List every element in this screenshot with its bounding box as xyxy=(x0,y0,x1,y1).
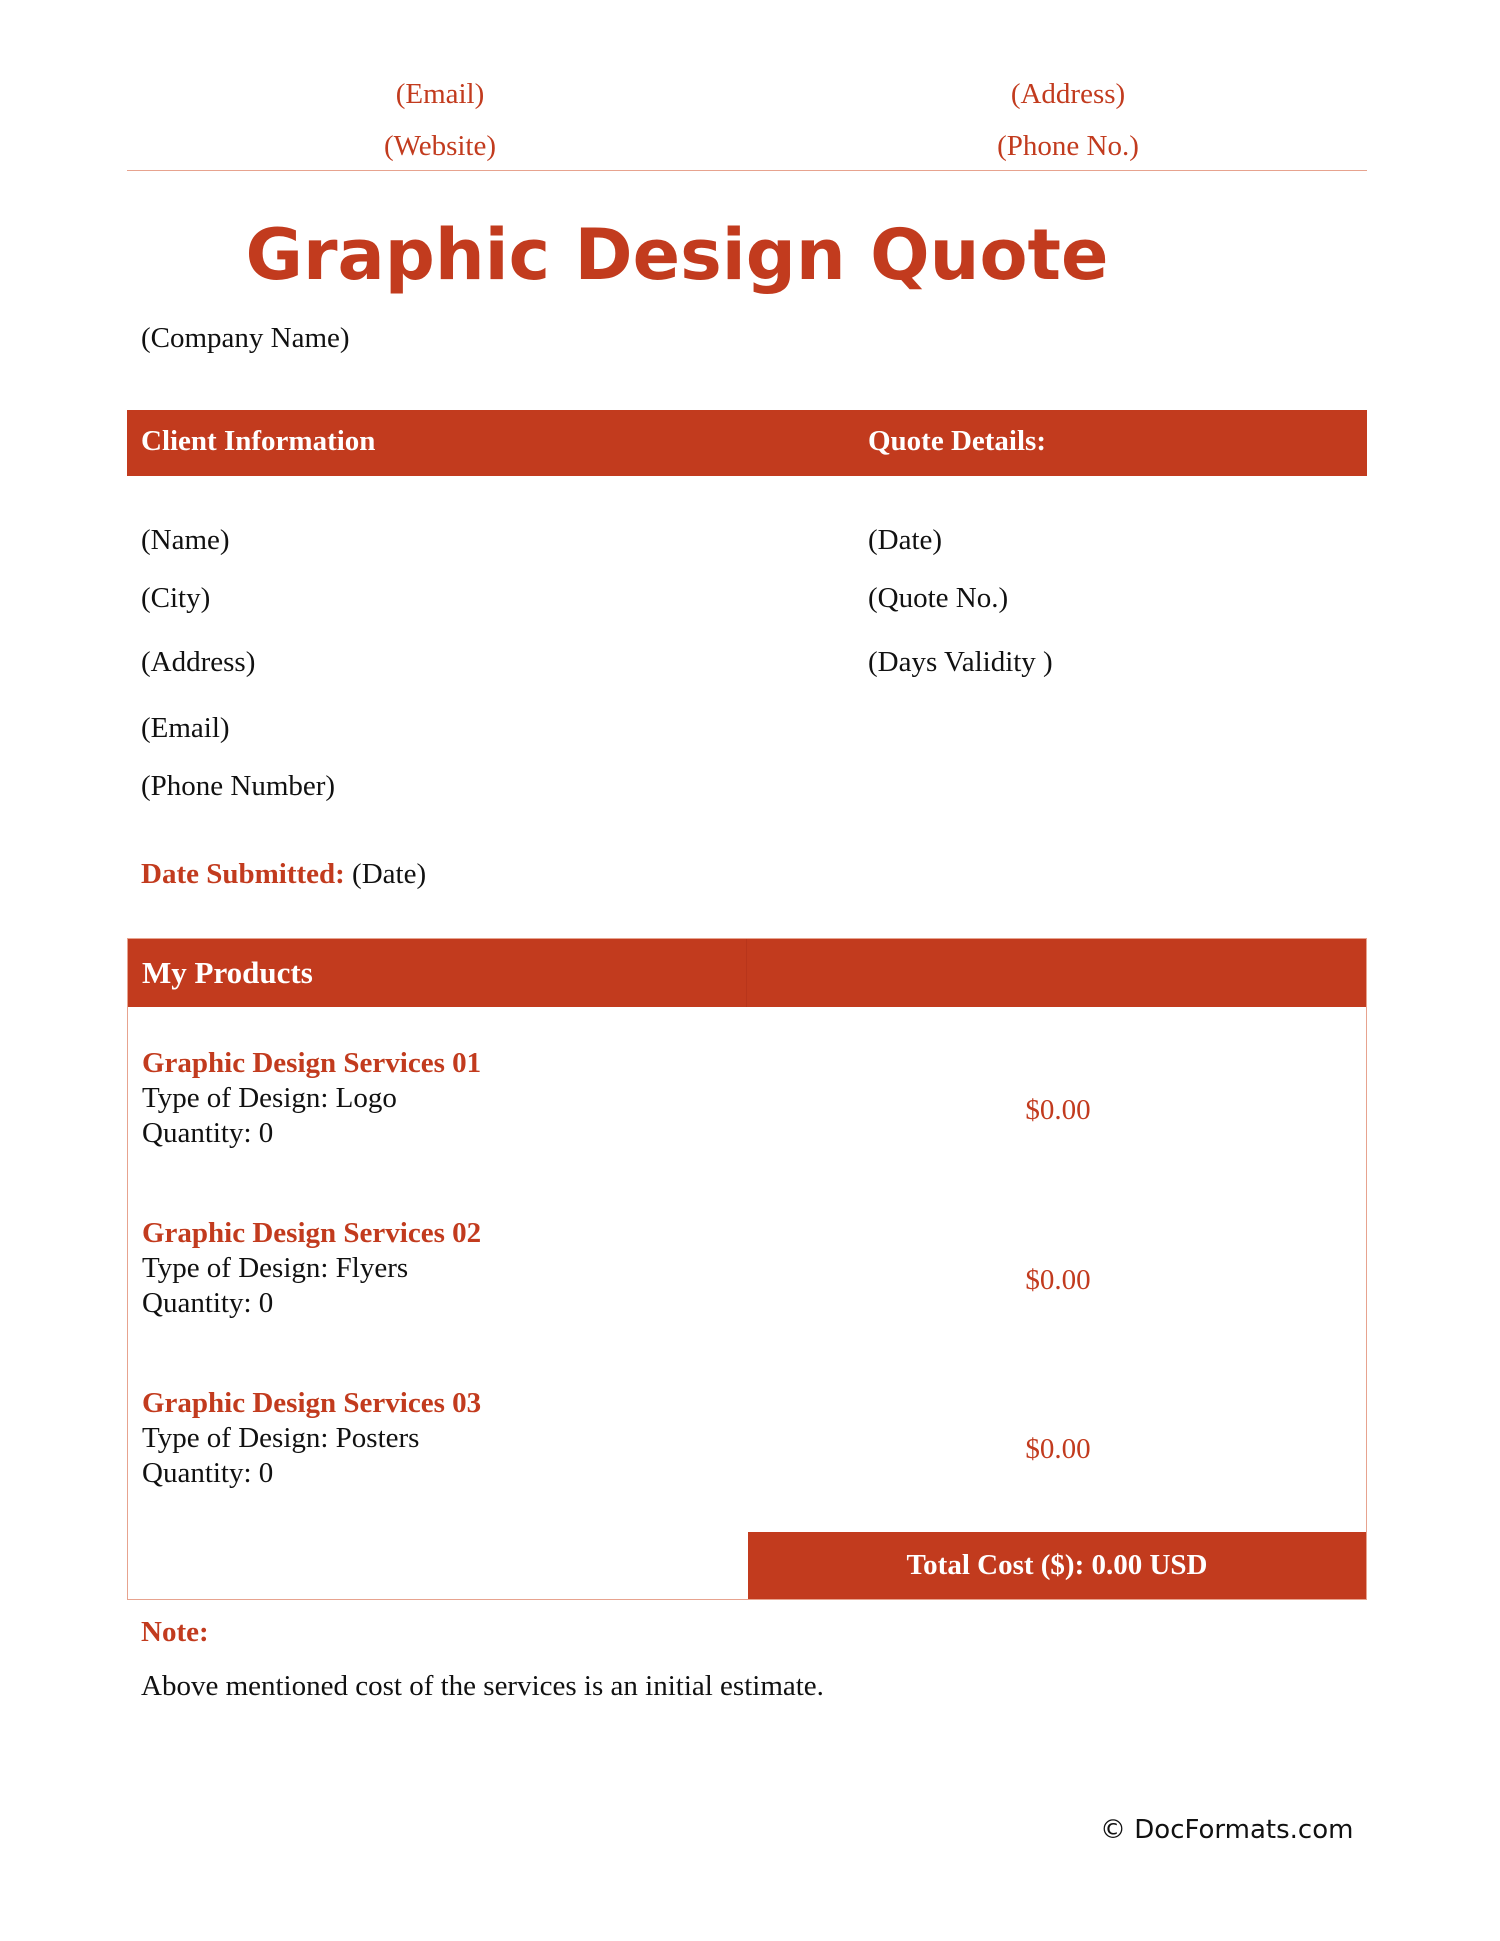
products-header-divider xyxy=(746,939,747,1007)
product-price: $0.00 xyxy=(1025,1094,1091,1126)
product-title: Graphic Design Services 03 xyxy=(142,1387,482,1419)
product-title: Graphic Design Services 02 xyxy=(142,1217,482,1249)
product-price: $0.00 xyxy=(1025,1433,1091,1465)
header-email: (Email) xyxy=(395,78,485,110)
quote-number: (Quote No.) xyxy=(868,582,1009,614)
date-submitted-value: (Date) xyxy=(352,858,427,890)
quote-validity: (Days Validity ) xyxy=(868,646,1053,678)
date-submitted-label: Date Submitted: xyxy=(141,858,345,890)
total-cost: Total Cost ($): 0.00 USD xyxy=(906,1549,1208,1581)
product-quantity: Quantity: 0 xyxy=(142,1287,274,1319)
copyright-footer: © DocFormats.com xyxy=(1100,1815,1354,1845)
client-email: (Email) xyxy=(141,712,230,744)
client-address: (Address) xyxy=(141,646,256,678)
header-address: (Address) xyxy=(1010,78,1126,110)
products-heading: My Products xyxy=(142,955,313,990)
client-phone: (Phone Number) xyxy=(141,770,336,802)
note-text: Above mentioned cost of the services is an initial estimate. xyxy=(141,1670,824,1702)
note-label: Note: xyxy=(141,1616,209,1648)
page-title: Graphic Design Quote xyxy=(245,214,1109,296)
quote-details-heading: Quote Details: xyxy=(868,425,1046,457)
product-type: Type of Design: Flyers xyxy=(142,1252,409,1284)
products-table xyxy=(127,938,1367,1600)
company-name: (Company Name) xyxy=(141,322,350,354)
product-quantity: Quantity: 0 xyxy=(142,1457,274,1489)
product-type: Type of Design: Logo xyxy=(142,1082,397,1114)
quote-date: (Date) xyxy=(868,524,943,556)
client-name: (Name) xyxy=(141,524,230,556)
total-cost-bar xyxy=(748,1532,1366,1599)
header-phone: (Phone No.) xyxy=(997,130,1139,162)
product-price: $0.00 xyxy=(1025,1264,1091,1296)
product-item xyxy=(142,1386,481,1491)
product-item xyxy=(142,1216,481,1321)
product-title: Graphic Design Services 01 xyxy=(142,1047,482,1079)
client-quote-header-bar xyxy=(127,410,1367,476)
date-submitted xyxy=(141,858,426,891)
client-city: (City) xyxy=(141,582,211,614)
client-info-heading: Client Information xyxy=(141,425,376,457)
product-type: Type of Design: Posters xyxy=(142,1422,420,1454)
header-website: (Website) xyxy=(383,130,496,162)
header-divider xyxy=(127,170,1367,171)
product-item xyxy=(142,1046,481,1151)
product-quantity: Quantity: 0 xyxy=(142,1117,274,1149)
products-header-bar xyxy=(128,939,1366,1007)
